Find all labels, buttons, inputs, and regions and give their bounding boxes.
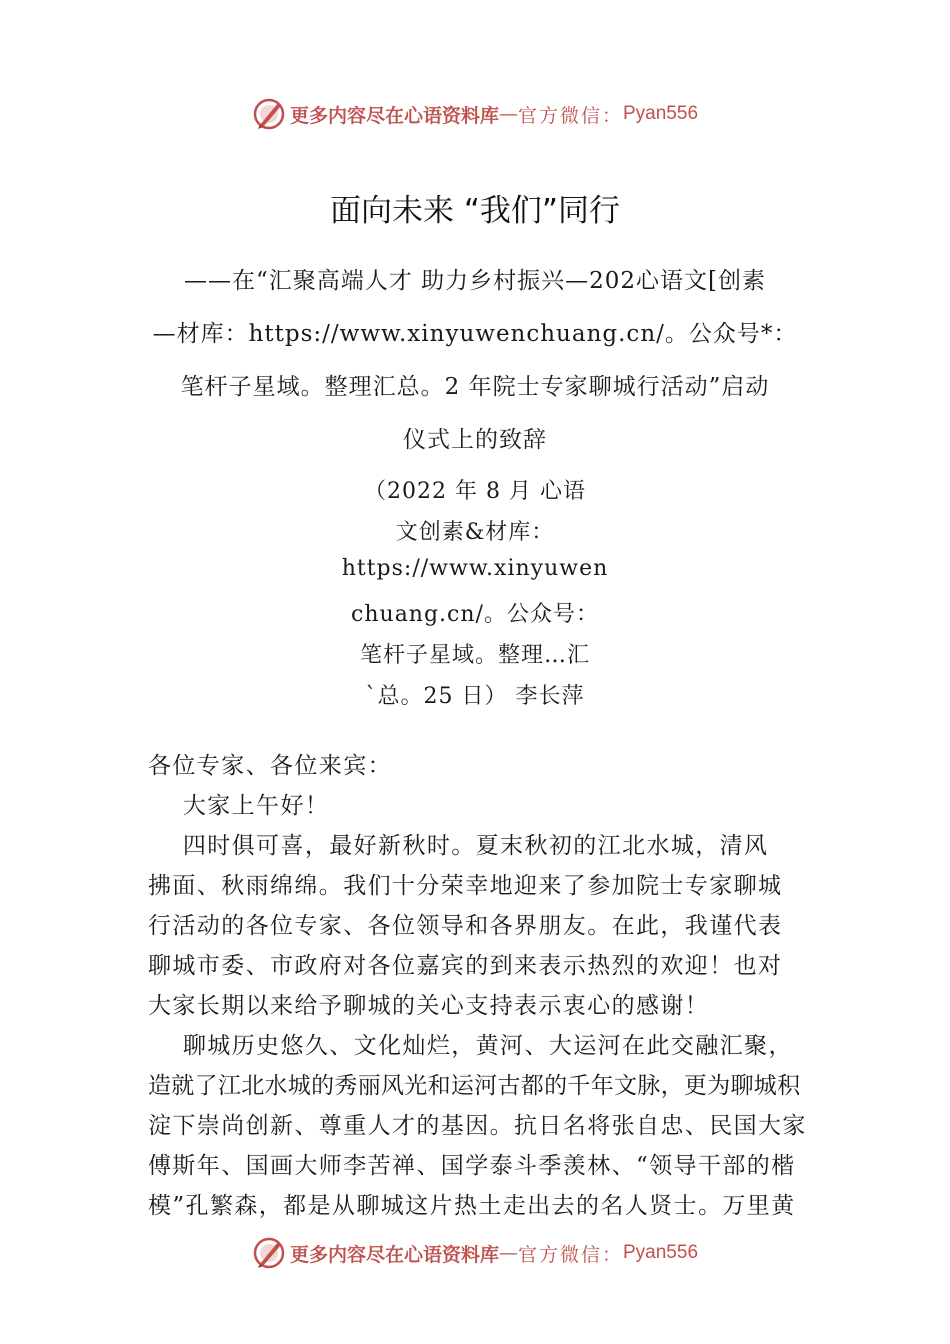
banner-text: 更多内容尽在心语资料库	[289, 104, 499, 127]
banner-separator: —	[498, 103, 518, 125]
subtitle-line: —材库：https://www.xinyuwenchuang.cn/。公众号*：	[152, 321, 798, 347]
body-line: 造就了江北水城的秀丽风光和运河古都的千年文脉，更为聊城积	[148, 1073, 801, 1099]
body-line: 傅斯年、国画大师李苦禅、国学泰斗季羡林、“领导干部的楷	[148, 1153, 796, 1179]
banner-wechat-id: Pyan556	[623, 1242, 699, 1263]
body-line: 聊城市委、市政府对各位嘉宾的到来表示热烈的欢迎！也对	[148, 953, 783, 979]
meta-line: `总。25 日） 李长萍	[365, 684, 585, 709]
body-line: 各位专家、各位来宾：	[148, 753, 392, 779]
body-line: 行活动的各位专家、各位领导和各界朋友。在此，我谨代表	[148, 913, 783, 939]
meta-line: 文创素&材库：	[395, 520, 555, 545]
pen-logo-icon	[252, 1236, 286, 1270]
meta-line: https://www.xinyuwen	[341, 556, 609, 581]
body-line: 大家长期以来给予聊城的关心支持表示衷心的感谢！	[148, 993, 710, 1019]
meta-line: chuang.cn/。公众号：	[351, 602, 599, 627]
body-line: 大家上午好！	[148, 793, 330, 819]
banner-text: 更多内容尽在心语资料库	[289, 1243, 499, 1266]
body-line: 四时俱可喜，最好新秋时。夏末秋初的江北水城，清风	[148, 833, 769, 859]
document-title: 面向未来 “我们”同行	[330, 193, 620, 229]
meta-line: （2022 年 8 月 心语	[364, 479, 586, 504]
body-line: 模”孔繁森，都是从聊城这片热土走出去的名人贤士。万里黄	[148, 1193, 796, 1219]
banner-wechat-id: Pyan556	[623, 103, 699, 124]
subtitle-line: 仪式上的致辞	[403, 427, 547, 453]
pen-logo-icon	[252, 97, 286, 131]
banner-wechat-label: 官方微信：	[517, 104, 623, 127]
body-line: 聊城历史悠久、文化灿烂，黄河、大运河在此交融汇聚，	[148, 1033, 793, 1059]
meta-line: 笔杆子星域。整理…汇	[359, 643, 590, 668]
footer-banner	[0, 1233, 950, 1273]
subtitle-line: ——在“汇聚高端人才 助力乡村振兴—202心语文[创素	[184, 268, 766, 294]
header-banner	[0, 94, 950, 134]
body-line: 淀下崇尚创新、尊重人才的基因。抗日名将张自忠、民国大家	[148, 1113, 807, 1139]
banner-wechat-label: 官方微信：	[517, 1243, 623, 1266]
subtitle-line: 笔杆子星域。整理汇总。2 年院士专家聊城行活动”启动	[180, 374, 770, 400]
body-line: 拂面、秋雨绵绵。我们十分荣幸地迎来了参加院士专家聊城	[148, 873, 783, 899]
banner-separator: —	[498, 1242, 518, 1264]
